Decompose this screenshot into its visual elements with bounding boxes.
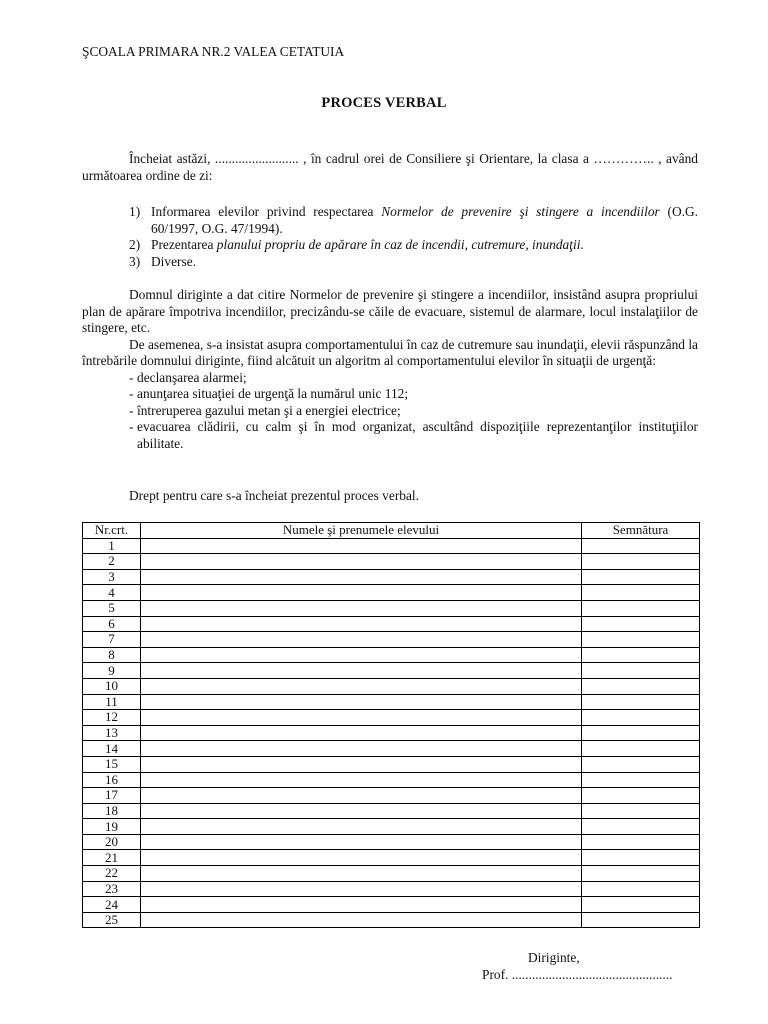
list-item-text: declanşarea alarmei; (137, 369, 247, 385)
table-row (83, 834, 700, 850)
row-number: 8 (83, 647, 141, 663)
table-row (83, 788, 700, 804)
list-item-text: întreruperea gazului metan şi a energiei electrice; (137, 402, 401, 418)
signature-cell[interactable] (582, 600, 700, 616)
student-name-cell[interactable] (141, 912, 582, 928)
student-name-cell[interactable] (141, 834, 582, 850)
signature-cell[interactable] (582, 663, 700, 679)
signature-cell[interactable] (582, 756, 700, 772)
row-number: 20 (83, 834, 141, 850)
student-name-cell[interactable] (141, 850, 582, 866)
signature-cell[interactable] (582, 678, 700, 694)
signature-cell[interactable] (582, 585, 700, 601)
student-name-cell[interactable] (141, 772, 582, 788)
student-name-cell[interactable] (141, 881, 582, 897)
signature-cell[interactable] (582, 741, 700, 757)
body-paragraph-2: De asemenea, s-a insistat asupra comportamentului în caz de cutremure sau inundaţii, elevii răspunzând la întrebările domnului diriginte, fiind alcătuit un algoritm al comportamentului elevilor în situaţii de urgenţă: (82, 336, 698, 368)
row-number: 18 (83, 803, 141, 819)
student-name-cell[interactable] (141, 647, 582, 663)
student-name-cell[interactable] (141, 632, 582, 648)
student-name-cell[interactable] (141, 756, 582, 772)
column-header-signature: Semnătura (582, 523, 700, 539)
table-header-row (83, 523, 700, 539)
student-name-cell[interactable] (141, 554, 582, 570)
agenda-number: 2) (129, 237, 141, 252)
emergency-steps-list (82, 370, 698, 453)
closing-statement: Drept pentru care s-a încheiat prezentul proces verbal. (129, 488, 419, 503)
list-item-text: anunţarea situaţiei de urgenţă la numărul unic 112; (137, 386, 409, 401)
student-name-cell[interactable] (141, 538, 582, 554)
signature-cell[interactable] (582, 554, 700, 570)
agenda-emphasis: Normelor de prevenire şi stingere a incendiilor (381, 204, 660, 219)
agenda-item (82, 237, 698, 254)
row-number: 25 (83, 912, 141, 928)
signature-cell[interactable] (582, 647, 700, 663)
column-header-number: Nr.crt. (83, 523, 141, 539)
dash-bullet: - (129, 402, 134, 418)
table-row (83, 632, 700, 648)
table-row (83, 756, 700, 772)
table-row (83, 772, 700, 788)
student-name-cell[interactable] (141, 585, 582, 601)
agenda-number: 3) (129, 253, 141, 269)
row-number: 14 (83, 741, 141, 757)
row-number: 4 (83, 585, 141, 601)
student-name-cell[interactable] (141, 663, 582, 679)
table-row (83, 710, 700, 726)
student-name-cell[interactable] (141, 866, 582, 882)
signature-cell[interactable] (582, 694, 700, 710)
agenda-text-end: . (580, 237, 584, 252)
signature-cell[interactable] (582, 881, 700, 897)
table-row (83, 678, 700, 694)
agenda-text: Prezentarea (151, 237, 217, 252)
agenda-item (82, 254, 698, 271)
row-number: 17 (83, 788, 141, 804)
signature-cell[interactable] (582, 710, 700, 726)
table-row (83, 725, 700, 741)
student-name-cell[interactable] (141, 569, 582, 585)
student-name-cell[interactable] (141, 741, 582, 757)
row-number: 10 (83, 678, 141, 694)
row-number: 6 (83, 616, 141, 632)
row-number: 23 (83, 881, 141, 897)
table-row (83, 600, 700, 616)
signature-cell[interactable] (582, 834, 700, 850)
agenda-text-end: (O.G. 60/1997, O.G. 47/1994). (151, 204, 698, 236)
row-number: 5 (83, 600, 141, 616)
table-row (83, 554, 700, 570)
student-name-cell[interactable] (141, 678, 582, 694)
student-name-cell[interactable] (141, 616, 582, 632)
signature-cell[interactable] (582, 850, 700, 866)
row-number: 12 (83, 710, 141, 726)
agenda-list (82, 204, 698, 270)
student-name-cell[interactable] (141, 694, 582, 710)
dash-bullet: - (129, 419, 134, 434)
signature-role: Diriginte, (528, 950, 580, 965)
row-number: 3 (83, 569, 141, 585)
student-name-cell[interactable] (141, 725, 582, 741)
agenda-item (82, 204, 698, 237)
intro-paragraph: Încheiat astăzi, ......................... , în cadrul orei de Consiliere şi Orientare, la clasa a ………….. , având următoarea ordine de zi: (82, 151, 698, 183)
row-number: 13 (83, 725, 141, 741)
signature-cell[interactable] (582, 803, 700, 819)
dash-bullet: - (129, 386, 134, 401)
document-title: PROCES VERBAL (321, 95, 447, 111)
signature-cell[interactable] (582, 725, 700, 741)
list-item (82, 386, 698, 403)
row-number: 24 (83, 897, 141, 913)
school-name: ŞCOALA PRIMARA NR.2 VALEA CETATUIA (82, 44, 345, 59)
table-body (83, 538, 700, 928)
table-row (83, 803, 700, 819)
signature-cell[interactable] (582, 866, 700, 882)
signature-cell[interactable] (582, 616, 700, 632)
table-row (83, 897, 700, 913)
student-name-cell[interactable] (141, 788, 582, 804)
student-roster-table (82, 522, 700, 928)
signature-cell[interactable] (582, 772, 700, 788)
body-section (82, 287, 698, 452)
signature-cell[interactable] (582, 897, 700, 913)
row-number: 1 (83, 538, 141, 554)
student-name-cell[interactable] (141, 897, 582, 913)
signature-cell[interactable] (582, 912, 700, 928)
list-item (82, 403, 698, 420)
table-row (83, 585, 700, 601)
student-name-cell[interactable] (141, 600, 582, 616)
signature-cell[interactable] (582, 632, 700, 648)
table-row (83, 616, 700, 632)
row-number: 11 (83, 694, 141, 710)
table-row (83, 569, 700, 585)
body-paragraph-1: Domnul diriginte a dat citire Normelor de prevenire şi stingere a incendiilor, insistând asupra propriului plan de apărare împotriva incendiilor, precizându-se căile de evacuare, sistemul de alarmare, locul instalaţiilor de stingere, etc. (82, 287, 698, 335)
agenda-emphasis: planului propriu de apărare în caz de incendii, cutremure, inundaţii (216, 237, 581, 252)
list-item (82, 419, 698, 452)
signature-cell[interactable] (582, 569, 700, 585)
column-header-name: Numele şi prenumele elevului (141, 523, 582, 539)
table-row (83, 694, 700, 710)
agenda-text: Informarea elevilor privind respectarea (151, 204, 382, 219)
row-number: 16 (83, 772, 141, 788)
table-row (83, 881, 700, 897)
student-name-cell[interactable] (141, 803, 582, 819)
row-number: 22 (83, 866, 141, 882)
signature-cell[interactable] (582, 538, 700, 554)
table-row (83, 647, 700, 663)
table-row (83, 866, 700, 882)
signature-cell[interactable] (582, 788, 700, 804)
row-number: 19 (83, 819, 141, 835)
signature-prof-line: Prof. ................................................ (482, 967, 673, 982)
agenda-text: Diverse. (151, 253, 196, 269)
list-item-text: evacuarea clădirii, cu calm şi în mod organizat, ascultând dispoziţiile reprezentanţilor instituţiilor abilitate. (137, 419, 698, 451)
row-number: 7 (83, 632, 141, 648)
list-item (82, 370, 698, 387)
row-number: 2 (83, 554, 141, 570)
row-number: 9 (83, 663, 141, 679)
signature-cell[interactable] (582, 819, 700, 835)
table-row (83, 819, 700, 835)
student-name-cell[interactable] (141, 710, 582, 726)
row-number: 21 (83, 850, 141, 866)
agenda-number: 1) (129, 204, 141, 219)
table-row (83, 663, 700, 679)
student-name-cell[interactable] (141, 819, 582, 835)
table-row (83, 741, 700, 757)
table-row (83, 912, 700, 928)
table-row (83, 538, 700, 554)
row-number: 15 (83, 756, 141, 772)
table-row (83, 850, 700, 866)
dash-bullet: - (129, 369, 134, 385)
